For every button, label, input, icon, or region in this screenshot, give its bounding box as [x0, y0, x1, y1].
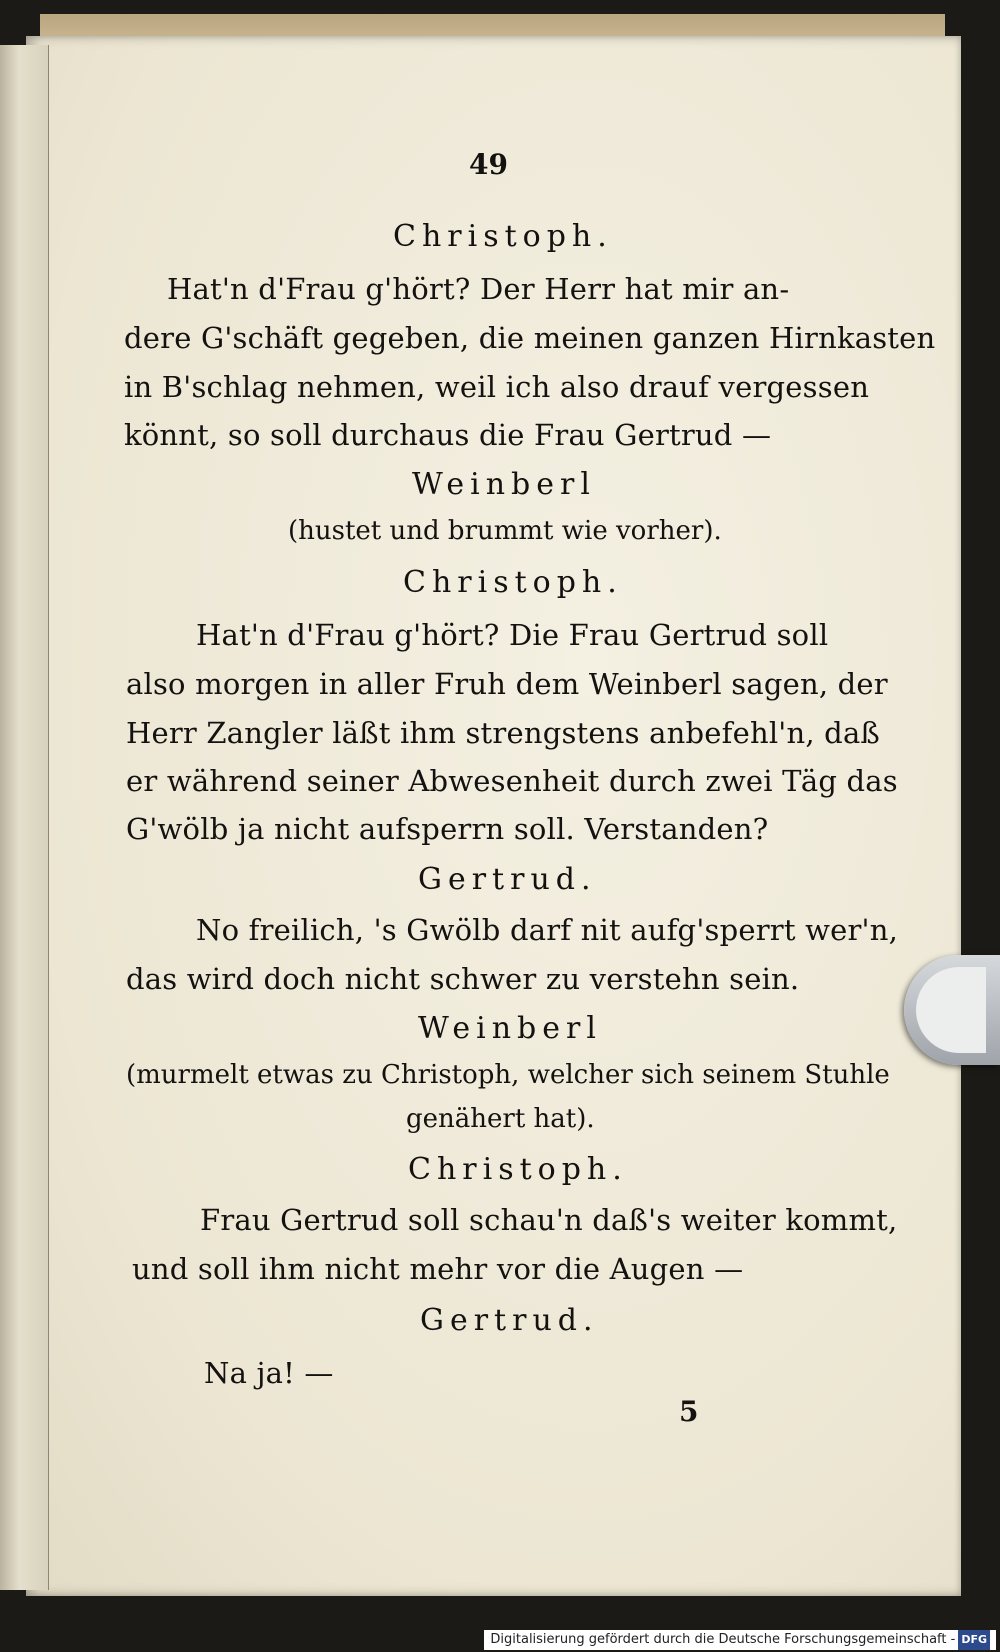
text-line: also morgen in aller Fruh dem Weinberl sagen, der	[126, 667, 888, 701]
speaker-christoph: Christoph.	[403, 565, 623, 600]
credit-text: Digitalisierung gefördert durch die Deutsche Forschungsgemeinschaft -	[490, 1632, 956, 1647]
digitization-credit	[484, 1630, 996, 1650]
speaker-weinberl: Weinberl	[418, 1011, 602, 1046]
speaker-christoph: Christoph.	[393, 219, 613, 254]
speaker-gertrud: Gertrud.	[420, 1303, 599, 1338]
text-line: Hat'n d'Frau g'hört? Die Frau Gertrud soll	[196, 618, 829, 652]
text-line: Frau Gertrud soll schau'n daß's weiter kommt,	[200, 1203, 898, 1237]
text-line: und soll ihm nicht mehr vor die Augen —	[132, 1252, 744, 1286]
left-page-edge	[0, 45, 49, 1590]
text-line: könnt, so soll durchaus die Frau Gertrud —	[124, 418, 772, 452]
stage-direction: genähert hat).	[406, 1104, 595, 1134]
signature-mark: 5	[679, 1395, 699, 1428]
speaker-christoph: Christoph.	[408, 1152, 628, 1187]
dfg-logo: DFG	[958, 1630, 990, 1650]
text-line: dere G'schäft gegeben, die meinen ganzen Hirnkasten	[124, 321, 936, 355]
stage-direction: (hustet und brummt wie vorher).	[288, 516, 722, 546]
stage-direction: (murmelt etwas zu Christoph, welcher sich seinem Stuhle	[126, 1060, 890, 1090]
page-number: 49	[469, 148, 508, 181]
speaker-weinberl: Weinberl	[412, 467, 596, 502]
text-line: G'wölb ja nicht aufsperrn soll. Verstanden?	[126, 812, 769, 846]
speaker-gertrud: Gertrud.	[418, 862, 597, 897]
text-line: Herr Zangler läßt ihm strengstens anbefehl'n, daß	[126, 716, 881, 750]
text-line: in B'schlag nehmen, weil ich also drauf vergessen	[124, 370, 870, 404]
text-line: er während seiner Abwesenheit durch zwei Täg das	[126, 764, 898, 798]
text-line: Na ja! —	[204, 1356, 334, 1390]
text-line: No freilich, 's Gwölb darf nit aufg'sperrt wer'n,	[196, 913, 899, 947]
text-line: das wird doch nicht schwer zu verstehn sein.	[126, 962, 800, 996]
text-line: Hat'n d'Frau g'hört? Der Herr hat mir an-	[167, 272, 790, 306]
